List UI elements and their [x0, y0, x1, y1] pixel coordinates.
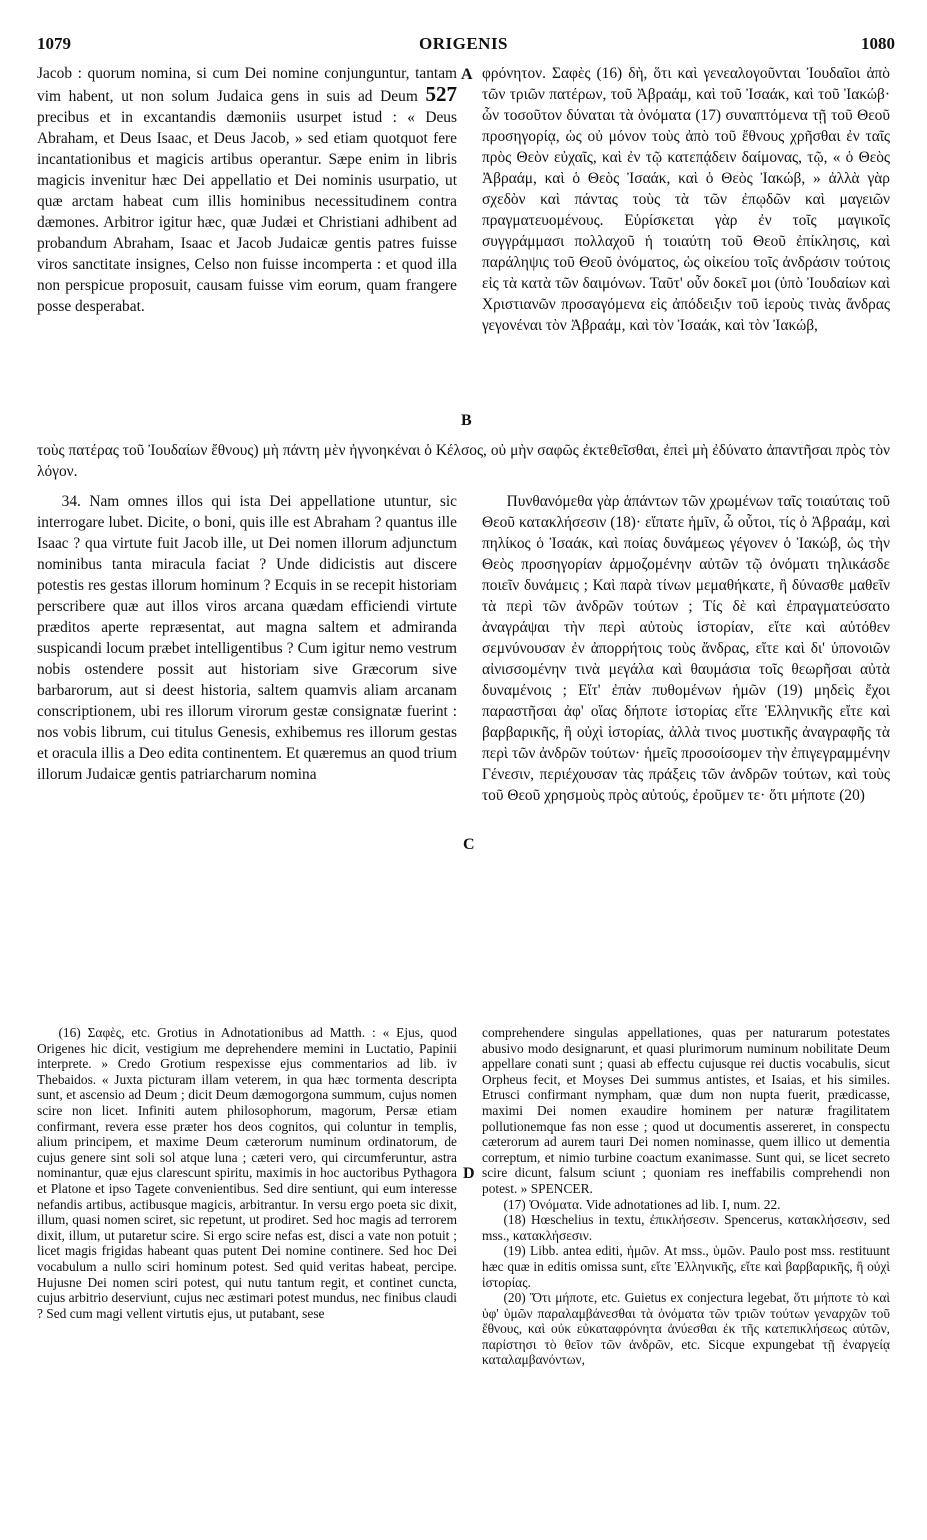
- greek-column-middle: [482, 491, 890, 806]
- footnote-20: (20) Ὅτι μήποτε, etc. Guietus ex conjectura legebat, ὅτι μήποτε τὸ καὶ ὑφ' ὑμῶν παραλαμβάνεσθαι τὰ ὀνόματα τῶν τριῶν τούτων γεναρχῶν τοῦ ἔθνους, καὶ οὐκ εὐκαταφρόνητα ἀνύεσθαι ἐκ τῆς κατεπικλήσεως αὐτῶν, παρίστησι τὸ θεῖον τῶν ἀνδρῶν, etc. Sicque expungebat τῇ ἐναργείᾳ καταλαμβανόντων,: [482, 1290, 890, 1368]
- margin-marker-b: B: [461, 412, 472, 429]
- greek-column-top: [482, 63, 890, 336]
- latin-column-middle: [37, 491, 457, 785]
- footnote-16: (16) Σαφὲς, etc. Grotius in Adnotationibus ad Matth. : « Ejus, quod Origenes hic dicit, vestigium me deprehendere memini in Luctatio, Papinii interprete. » Credo Grotium respexisse ejus commentarios ad lib. iv Thebaidos. « Juxta picturam illam veterem, in qua hæc tormenta descripta sunt, et ascensio ad Deum ; dicit Deum dæmogorgona summum, cujus nomen scire non licet. Infiniti autem philosophorum, magorum, Persæ etiam confirmant, revera esse præter hos deos cognitos, qui coluntur in templis, alium principem, et maxime Deum cæterorum numinum ordinatorum, de cujus genere sint soli sol atque luna ; cæteri vero, qui circumferuntur, astra nominantur, quæ ejus clarescunt spiritu, maximis in hoc auctoribus Pythagora et Platone et ipso Tagete convenientibus. Sed dire sentiunt, qui eum interesse nefandis artibus, actibusque magicis, arbitrantur. In versu ergo poeta sic dixit, illum, quasi nomen sciret, sic repetunt, ut prodiret. Sed hoc magis ad terrorem dixit, illum, ut putaretur scire. Si ergo scire nefas est, disci a vate non potuit ; licet magis frigidas habeant quas putent Dei nomine continere. Sed hoc Dei vocabulum a nullo sciri hominum potest. Sed quid veritas habeat, percipe. Hujusne Dei nomen sciri potest, qui nutu tantum regit, et continet cuncta, cujus arbitrio deserviunt, cujus nec æstimari potest mundus, nec finibus claudi ? Sed cum magi vellent virtutis ejus, ut putabant, sese: [37, 1025, 457, 1321]
- greek-full-width-text: [37, 440, 890, 482]
- running-title: ORIGENIS: [418, 34, 509, 53]
- latin-column-top: [37, 63, 457, 317]
- margin-marker-c: C: [463, 836, 475, 853]
- margin-marker-d: D: [463, 1165, 475, 1182]
- greek-paragraph-top: φρόνητον. Σαφὲς (16) δὴ, ὅτι καὶ γενεαλογοῦνται Ἰουδαῖοι ἀπὸ τῶν τριῶν πατέρων, τοῦ Ἀβραάμ, καὶ τοῦ Ἰσαάκ, καὶ τοῦ Ἰακώβ· ὧν τοσοῦτον δύναται τὰ ὀνόματα (17) συναπτόμενα τῇ τοῦ Θεοῦ προσηγορίᾳ, ὡς οὐ μόνον τοὺς ἀπὸ τοῦ ἔθνους χρῆσθαι ἐν ταῖς πρὸς Θεὸν εὐχαῖς, καὶ ἐν τῷ κατεπᾴδειν δαίμονας, τῷ, « ὁ Θεὸς Ἀβραάμ, καὶ ὁ Θεὸς Ἰσαάκ, καὶ ὁ Θεὸς Ἰακώβ, » ἀλλὰ γὰρ σχεδὸν καὶ πάντας τοὺς τὰ τῶν ἐπῳδῶν καὶ μαγειῶν πραγματευομένους. Εὑρίσκεται γὰρ ἐν τοῖς μαγικοῖς συγγράμμασι πολλαχοῦ ἡ τοιαύτη τοῦ Θεοῦ ἐπίκλησις, καὶ παράληψις τοῦ Θεοῦ ὀνόματος, ὡς οἰκείου τοῖς ἀνδράσιν τούτοις εἰς τὰ κατὰ τῶν δαιμόνων. Ταῦτ' οὖν δοκεῖ μοι (ὑπὸ Ἰουδαίων καὶ Χριστιανῶν προσαγόμενα εἰς ἀπόδειξιν τοῦ ἱεροὺς τινὰς ἄνδρας γεγονέναι τὸν Ἀβραάμ, καὶ τὸν Ἰσαάκ, καὶ τὸν Ἰακώβ,: [482, 65, 890, 334]
- footnotes-left-column: [37, 1025, 457, 1321]
- right-page-number: 1080: [861, 34, 895, 53]
- left-page-number: 1079: [37, 34, 71, 53]
- margin-marker-a: A: [461, 66, 473, 83]
- column-number: 527: [425, 82, 457, 106]
- latin-paragraph-34: 34. Nam omnes illos qui ista Dei appellatione utuntur, sic interrogare lubet. Dicite, o boni, quis ille est Abraham ? quantus ille Isaac ? qua virtute fuit Jacob ille, ut Dei nomen illorum adjunctum nominibus tanta miracula faciat ? Unde didicistis aut discere potestis res gestas illorum hominum ? Ecquis in se recepit historiam perscribere quæ aut illos viros arcana quædam efficiendi virtute præditos aperte repræsentat, aut magna saltem et admiranda suspicandi locum præbet intelligentibus ? Cum igitur nemo vestrum nobis ostendere possit aut historiam sive Græcorum sive barbarorum, aut si deest historia, saltem quamvis aliam arcanam conscriptionem, ubi res illorum virorum gestæ consignatæ fuerint : nos vobis librum, cui titulus Genesis, exhibemus res illorum gestas et oracula illis a Deo edita continentem. Et quæremus an quod trium illorum Judaicæ gentis patriarcharum nomina: [37, 493, 457, 783]
- footnote-19: (19) Libb. antea editi, ἡμῶν. At mss., ὑμῶν. Paulo post mss. restituunt hæc quæ in editis omissa sunt, εἴτε Ἑλληνικῆς, εἴτε καὶ βαρβαρικῆς, ἢ οὐχὶ ἱστορίας.: [482, 1243, 890, 1290]
- latin-paragraph-top: [37, 63, 457, 317]
- latin-top-text-before: Jacob : quorum nomina, si cum Dei nomine conjunguntur, tantam vim habent, ut non solum Judaica gens in suis ad Deum: [37, 65, 457, 105]
- greek-paragraph-middle: Πυνθανόμεθα γὰρ ἁπάντων τῶν χρωμένων ταῖς τοιαύταις τοῦ Θεοῦ κατακλήσεσιν (18)· εἴπατε ἡμῖν, ὦ οὗτοι, τίς ὁ Ἀβραάμ, καὶ πηλίκος ὁ Ἰσαάκ, καὶ ποίας δυνάμεως γέγονεν ὁ Ἰακώβ, ὡς τὴν Θεὸς προσηγορίαν ἁρμοζομένην αὐτῶν τῷ ὀνόματι τηλικάσδε ποιεῖν δυνάμεις ; Καὶ παρὰ τίνων μεμαθήκατε, ἢ δύνασθε μαθεῖν τὰ περὶ τῶν ἀνδρῶν τούτων ; Τίς δὲ καὶ ἐπραγματεύσατο ἀναγράψαι τὴν περὶ αὐτοὺς ἱστορίαν, εἴτε καὶ αὐτόθεν σεμνύνουσαν ἐν ἀπορρήτοις τοὺς ἄνδρας, εἴτε καὶ δι' ὑπονοιῶν αἰνισσομένην τινὰ μεγάλα καὶ θαυμάσια τοῖς θεωρῆσαι αὐτὰ δυναμένοις ; Εἴτ' ἐπὰν πυθομένων ἡμῶν (19) μηδεὶς ἔχοι παραστῆσαι ἀφ' οἵας δήποτε ἱστορίας εἴτε Ἑλληνικῆς εἴτε καὶ βαρβαρικῆς, ἢ οὐχὶ ἱστορίας, ἀλλὰ τινος μυστικῆς ἀναγραφῆς τὰ περὶ τῶν ἀνδρῶν τούτων· ἡμεῖς προσοίσομεν τὴν ἐπιγεγραμμένην Γένεσιν, περιέχουσαν τὰς πράξεις τῶν ἀνδρῶν τούτων, καὶ τοὺς τοῦ Θεοῦ χρησμοὺς πρὸς αὐτούς, ἐροῦμεν τε· ὅτι μήποτε (20): [482, 493, 890, 804]
- footnotes-right-column: [482, 1025, 890, 1368]
- footnote-17: (17) Ὀνόματα. Vide adnotationes ad lib. I, num. 22.: [503, 1196, 781, 1212]
- footnote-18: (18) Hœschelius in textu, ἐπικλήσεσιν. Spencerus, κατακλήσεσιν, sed mss., κατακλήσεσιν.: [482, 1212, 890, 1243]
- latin-top-text-after: precibus et in excantandis dæmoniis usurpet istud : « Deus Abraham, et Deus Isaac, et Deus Jacob, » sed etiam quotquot fere incantationibus et magicis artibus operantur. Sæpe enim in libris magicis invenitur hæc Dei appellatio et Dei nominis usurpatio, ut quæ arctam habeat cum illis hominibus necessitudinem contra dæmones. Arbitror igitur hæc, quæ Judæi et Christiani adhibent ad probandum Abraham, Isaac et Jacob Judaicæ gentis patres fuisse viros sanctitate insignes, Celso non fuisse incomperta : et quod illa non perspicue proposuit, causam fuisse vim eorum, quam frangere posse desperabat.: [37, 109, 457, 315]
- greek-span-paragraph: τοὺς πατέρας τοῦ Ἰουδαίων ἔθνους) μὴ πάντη μὲν ἠγνοηκέναι ὁ Κέλσος, οὐ μὴν σαφῶς ἐκτεθεῖσθαι, ἐπεὶ μὴ ἐδύνατο ἀπαντῆσαι πρὸς τὸν λόγον.: [37, 442, 890, 480]
- footnote-16-continued: comprehendere singulas appellationes, quas per naturarum potestates abusivo modo designarunt, et quasi plurimorum numinum nobilitate Deum appellare conati sunt ; quasi ab effectu cujusque rei ductis vocabulis, sicut Orpheus fecit, et Moyses Dei summus antistes, et Isaias, et his similes. Etrusci confirmant nympham, quæ dum non nupta fuerit, prædicasse, maximi Dei nomen exaudire hominem per naturæ fragilitatem pollutionemque fas non esse ; quod ut documentis assereret, in conspectu cæterorum ad aurem tauri Dei nomen nominasse, quem illico ut dementia correptum, et nimio turbine coactum exanimasse. Sunt qui, se licet secreto scire dicunt, falsum sciunt ; quoniam res ineffabilis comprehendi non potest. » SPENCER.: [482, 1025, 890, 1196]
